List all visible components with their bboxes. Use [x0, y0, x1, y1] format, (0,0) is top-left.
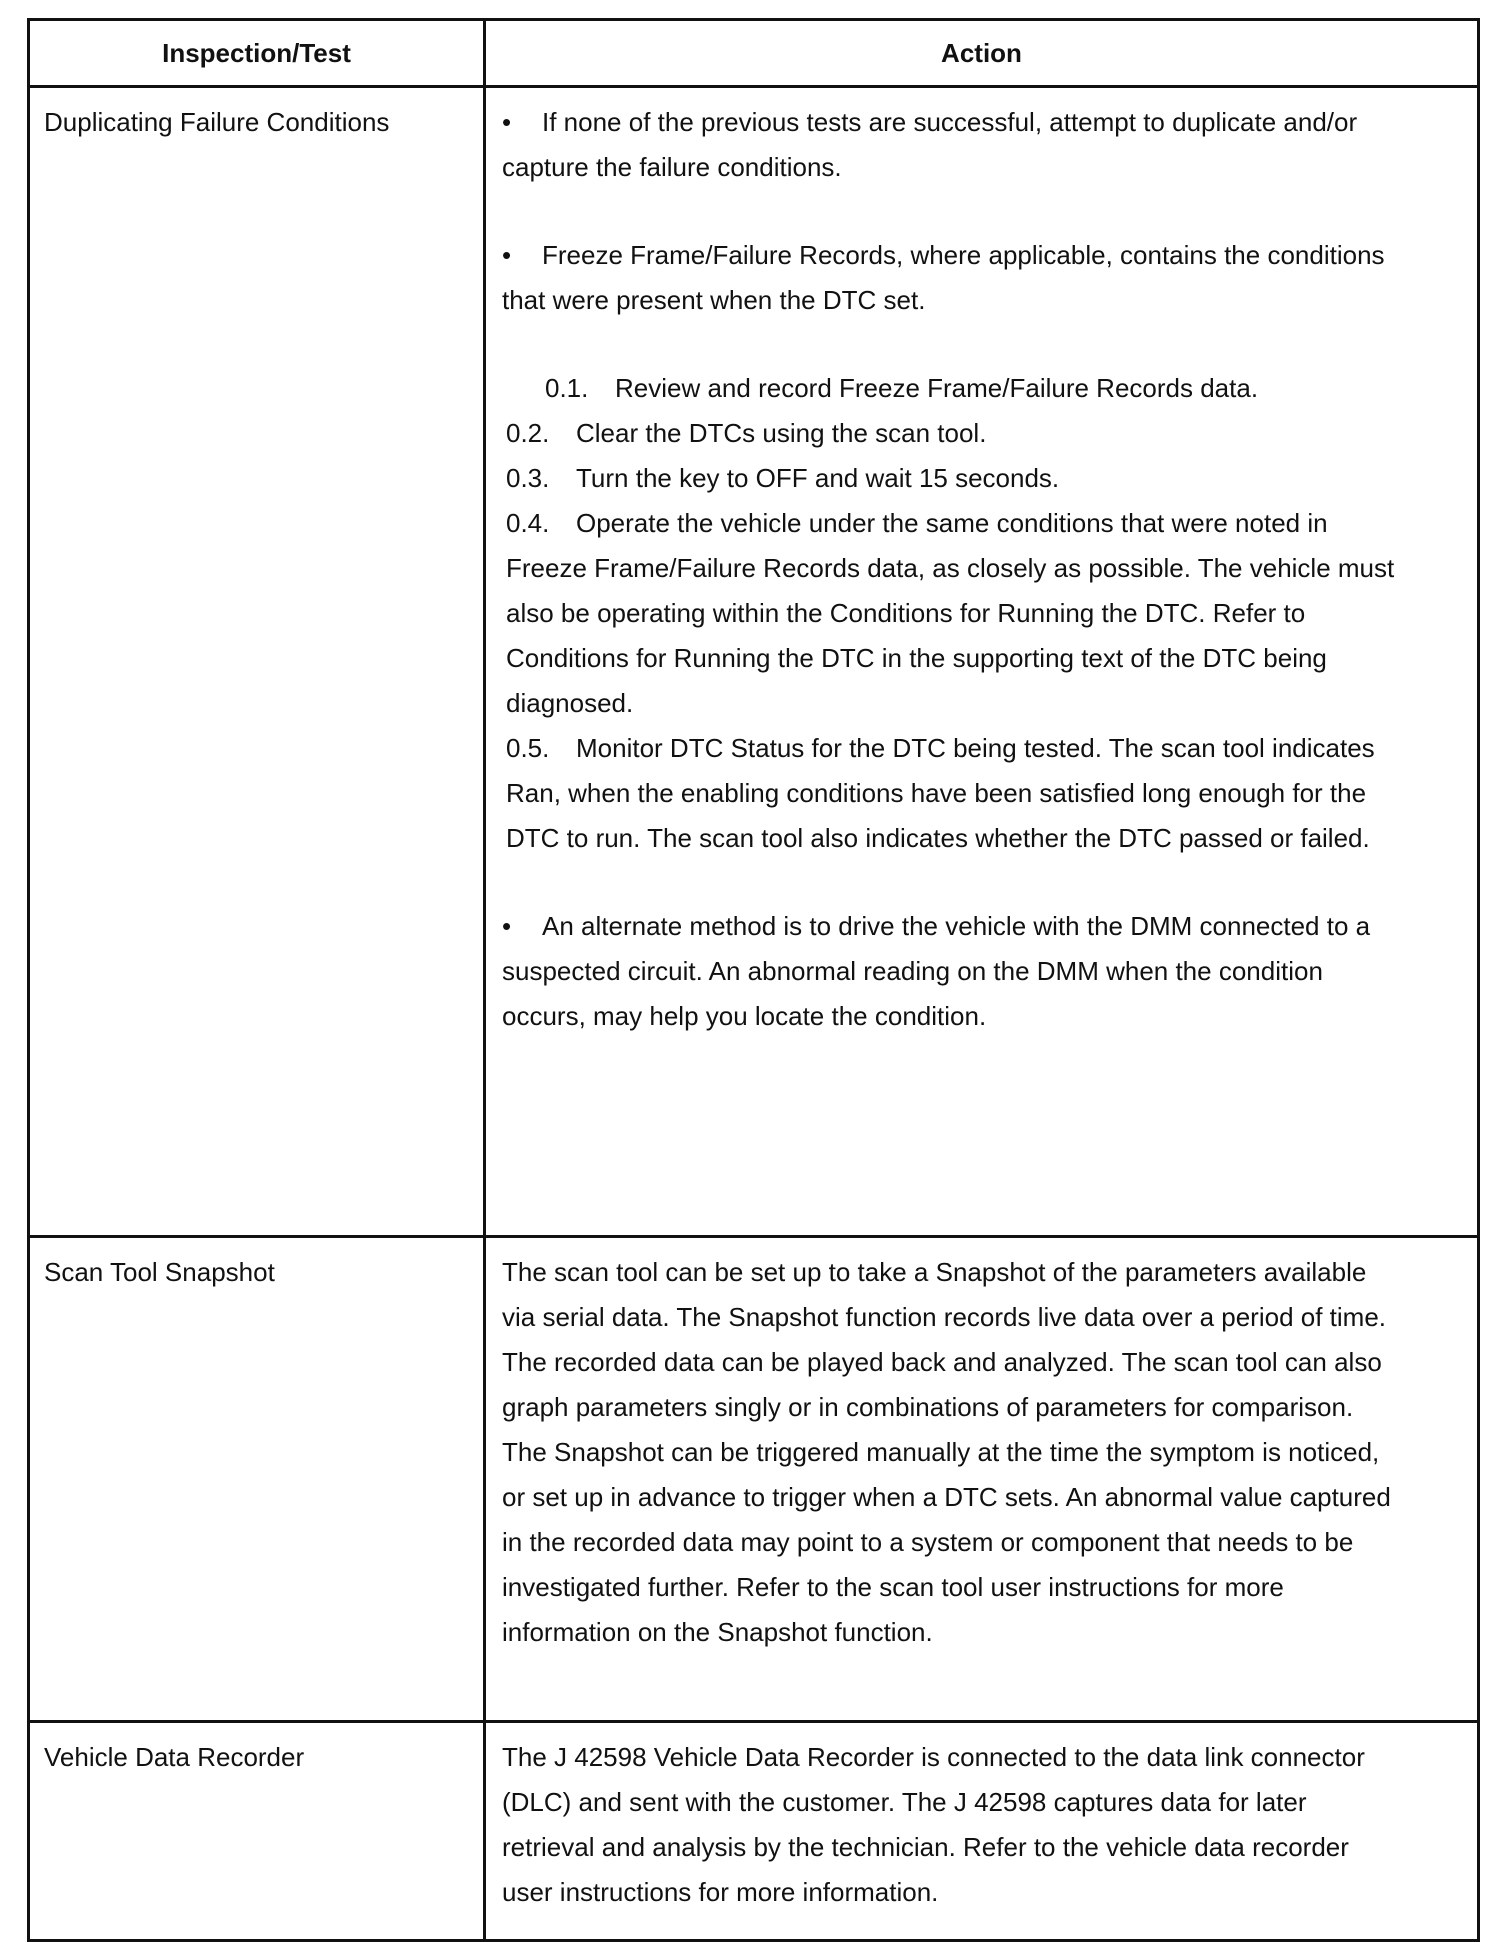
step-text: Operate the vehicle under the same conditions that were noted in Freeze Frame/Failure Records data, as closely as possible. The vehicle must also be operating within the Conditions for Running the DTC. Refer to Conditions for Running the DTC in the supporting text of the DTC being diagnosed. — [506, 508, 1395, 718]
step-text: Monitor DTC Status for the DTC being tested. The scan tool indicates Ran, when the enabling conditions have been satisfied long enough for the DTC to run. The scan tool also indicates whether the DTC passed or failed. — [506, 733, 1375, 853]
header-action: Action — [485, 20, 1479, 87]
step-number: 0.1. — [545, 373, 589, 403]
bullet-text: An alternate method is to drive the vehicle with the DMM connected to a suspected circuit. An abnormal reading on the DMM when the condition occurs, may help you locate the condition. — [502, 911, 1371, 1031]
inspection-cell-duplicating-failure-conditions: Duplicating Failure Conditions — [29, 87, 485, 1237]
bullet-item — [502, 904, 1397, 1039]
step-item — [502, 456, 1397, 501]
table-row — [29, 1722, 1479, 1941]
inspection-cell-vehicle-data-recorder: Vehicle Data Recorder — [29, 1722, 485, 1941]
bullet-text: Freeze Frame/Failure Records, where applicable, contains the conditions that were present when the DTC set. — [502, 240, 1385, 315]
bullet-icon: • — [502, 240, 512, 270]
bullet-icon: • — [502, 911, 512, 941]
step-number: 0.5. — [506, 733, 550, 763]
bullet-text: If none of the previous tests are successful, attempt to duplicate and/or capture the failure conditions. — [502, 107, 1358, 182]
step-number: 0.4. — [506, 508, 550, 538]
step-number: 0.2. — [506, 418, 550, 448]
header-inspection-test: Inspection/Test — [29, 20, 485, 87]
action-cell-duplicating-failure-conditions — [485, 87, 1479, 1237]
bullet-item — [502, 100, 1397, 190]
action-cell-vehicle-data-recorder: The J 42598 Vehicle Data Recorder is connected to the data link connector (DLC) and sent with the customer. The J 42598 captures data for later retrieval and analysis by the technician. Refer to the vehicle data recorder user instructions for more information. — [485, 1722, 1479, 1941]
step-number: 0.3. — [506, 463, 550, 493]
step-item — [502, 366, 1397, 411]
action-cell-scan-tool-snapshot: The scan tool can be set up to take a Snapshot of the parameters available via serial data. The Snapshot function records live data over a period of time. The recorded data can be played back and analyzed. The scan tool can also graph parameters singly or in combinations of parameters for comparison. The Snapshot can be triggered manually at the time the symptom is noticed, or set up in advance to trigger when a DTC sets. An abnormal value captured in the recorded data may point to a system or component that needs to be investigated further. Refer to the scan tool user instructions for more information on the Snapshot function. — [485, 1237, 1479, 1722]
step-item — [502, 726, 1397, 861]
table-header-row — [29, 20, 1479, 87]
step-item — [502, 501, 1397, 726]
inspection-action-table — [27, 18, 1480, 1942]
inspection-cell-scan-tool-snapshot: Scan Tool Snapshot — [29, 1237, 485, 1722]
spacer — [502, 190, 1397, 233]
step-text: Turn the key to OFF and wait 15 seconds. — [576, 463, 1060, 493]
step-item — [502, 411, 1397, 456]
table-row — [29, 87, 1479, 1237]
step-text: Review and record Freeze Frame/Failure Records data. — [615, 373, 1259, 403]
table-row — [29, 1237, 1479, 1722]
step-text: Clear the DTCs using the scan tool. — [576, 418, 987, 448]
spacer — [502, 861, 1397, 904]
spacer — [502, 323, 1397, 366]
bullet-item — [502, 233, 1397, 323]
bullet-icon: • — [502, 107, 512, 137]
